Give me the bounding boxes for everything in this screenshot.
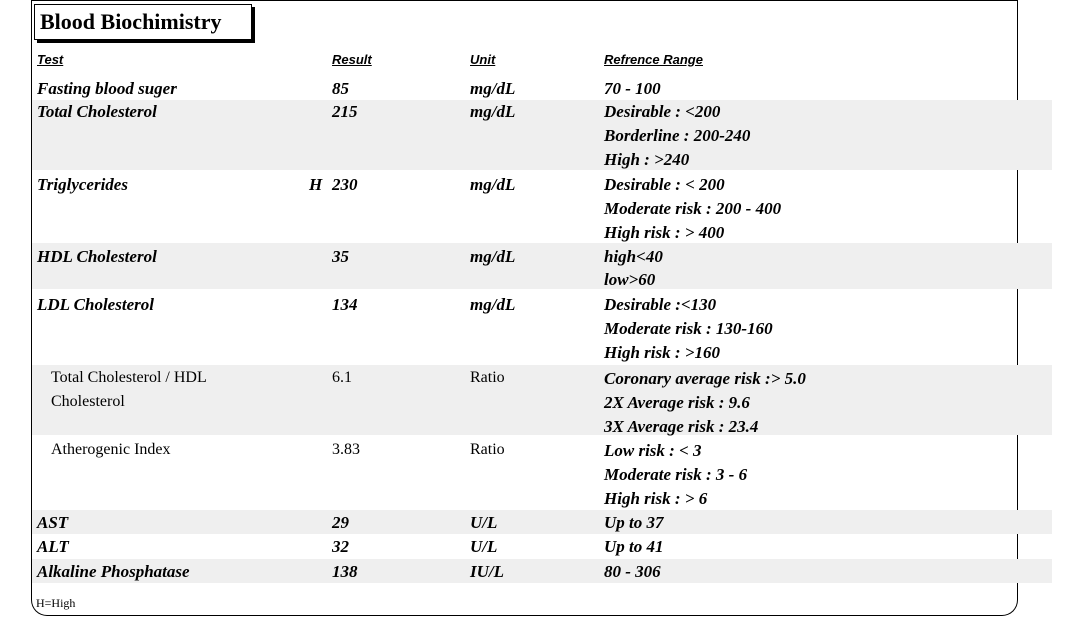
test-name: Total Cholesterol bbox=[37, 102, 157, 121]
unit-value: U/L bbox=[470, 537, 498, 556]
unit-value: IU/L bbox=[470, 562, 504, 581]
result-value: 215 bbox=[332, 102, 358, 121]
unit-value: mg/dL bbox=[470, 175, 516, 194]
range-line: low>60 bbox=[604, 270, 656, 289]
range-line: Desirable : < 200 bbox=[604, 175, 725, 194]
range-line: high<40 bbox=[604, 247, 663, 266]
footnote: H=High bbox=[36, 596, 76, 610]
test-name: Alkaline Phosphatase bbox=[37, 562, 190, 581]
unit-value: Ratio bbox=[470, 369, 505, 386]
result-value: 85 bbox=[332, 79, 349, 98]
result-value: 3.83 bbox=[332, 441, 360, 458]
range-line: Coronary average risk :> 5.0 bbox=[604, 369, 806, 388]
range-line: Desirable :<130 bbox=[604, 295, 717, 314]
test-name: ALT bbox=[37, 537, 69, 556]
header-unit: Unit bbox=[470, 52, 496, 67]
range-line: Moderate risk : 200 - 400 bbox=[604, 199, 782, 218]
unit-value: mg/dL bbox=[470, 247, 516, 266]
row-band bbox=[32, 100, 1052, 170]
test-name: Triglycerides bbox=[37, 175, 128, 194]
result-value: 138 bbox=[332, 562, 358, 581]
test-name: HDL Cholesterol bbox=[37, 247, 157, 266]
result-value: 134 bbox=[332, 295, 358, 314]
header-reference-range: Refrence Range bbox=[604, 52, 703, 67]
row-band bbox=[32, 510, 1052, 534]
row-band bbox=[32, 243, 1052, 289]
result-value: 6.1 bbox=[332, 369, 352, 386]
test-name-continued: Cholesterol bbox=[51, 393, 125, 410]
result-value: 32 bbox=[332, 537, 349, 556]
unit-value: Ratio bbox=[470, 441, 505, 458]
unit-value: U/L bbox=[470, 513, 498, 532]
range-line: 2X Average risk : 9.6 bbox=[604, 393, 750, 412]
report-title: Blood Biochimistry bbox=[40, 9, 222, 34]
high-flag: H bbox=[309, 175, 323, 194]
range-line: High risk : > 400 bbox=[604, 223, 725, 242]
range-line: Up to 41 bbox=[604, 537, 664, 556]
unit-value: mg/dL bbox=[470, 79, 516, 98]
test-name: Atherogenic Index bbox=[51, 441, 171, 458]
range-line: Low risk : < 3 bbox=[604, 441, 702, 460]
range-line: 70 - 100 bbox=[604, 79, 661, 98]
range-line: Desirable : <200 bbox=[604, 102, 721, 121]
test-name: Fasting blood suger bbox=[37, 79, 177, 98]
range-line: High risk : > 6 bbox=[604, 489, 708, 508]
result-value: 230 bbox=[332, 175, 358, 194]
result-value: 29 bbox=[332, 513, 349, 532]
range-line: 3X Average risk : 23.4 bbox=[604, 417, 759, 436]
range-line: Moderate risk : 130-160 bbox=[604, 319, 773, 338]
header-result: Result bbox=[332, 52, 372, 67]
test-name: Total Cholesterol / HDL bbox=[51, 369, 207, 386]
unit-value: mg/dL bbox=[470, 295, 516, 314]
test-name: AST bbox=[37, 513, 69, 532]
range-line: High risk : >160 bbox=[604, 343, 720, 362]
unit-value: mg/dL bbox=[470, 102, 516, 121]
test-name: LDL Cholesterol bbox=[37, 295, 154, 314]
range-line: 80 - 306 bbox=[604, 562, 661, 581]
result-value: 35 bbox=[332, 247, 349, 266]
frame-top-border bbox=[31, 0, 1018, 1]
range-line: Up to 37 bbox=[604, 513, 664, 532]
header-test: Test bbox=[37, 52, 64, 67]
range-line: High : >240 bbox=[604, 150, 690, 169]
range-line: Moderate risk : 3 - 6 bbox=[604, 465, 748, 484]
range-line: Borderline : 200-240 bbox=[604, 126, 751, 145]
